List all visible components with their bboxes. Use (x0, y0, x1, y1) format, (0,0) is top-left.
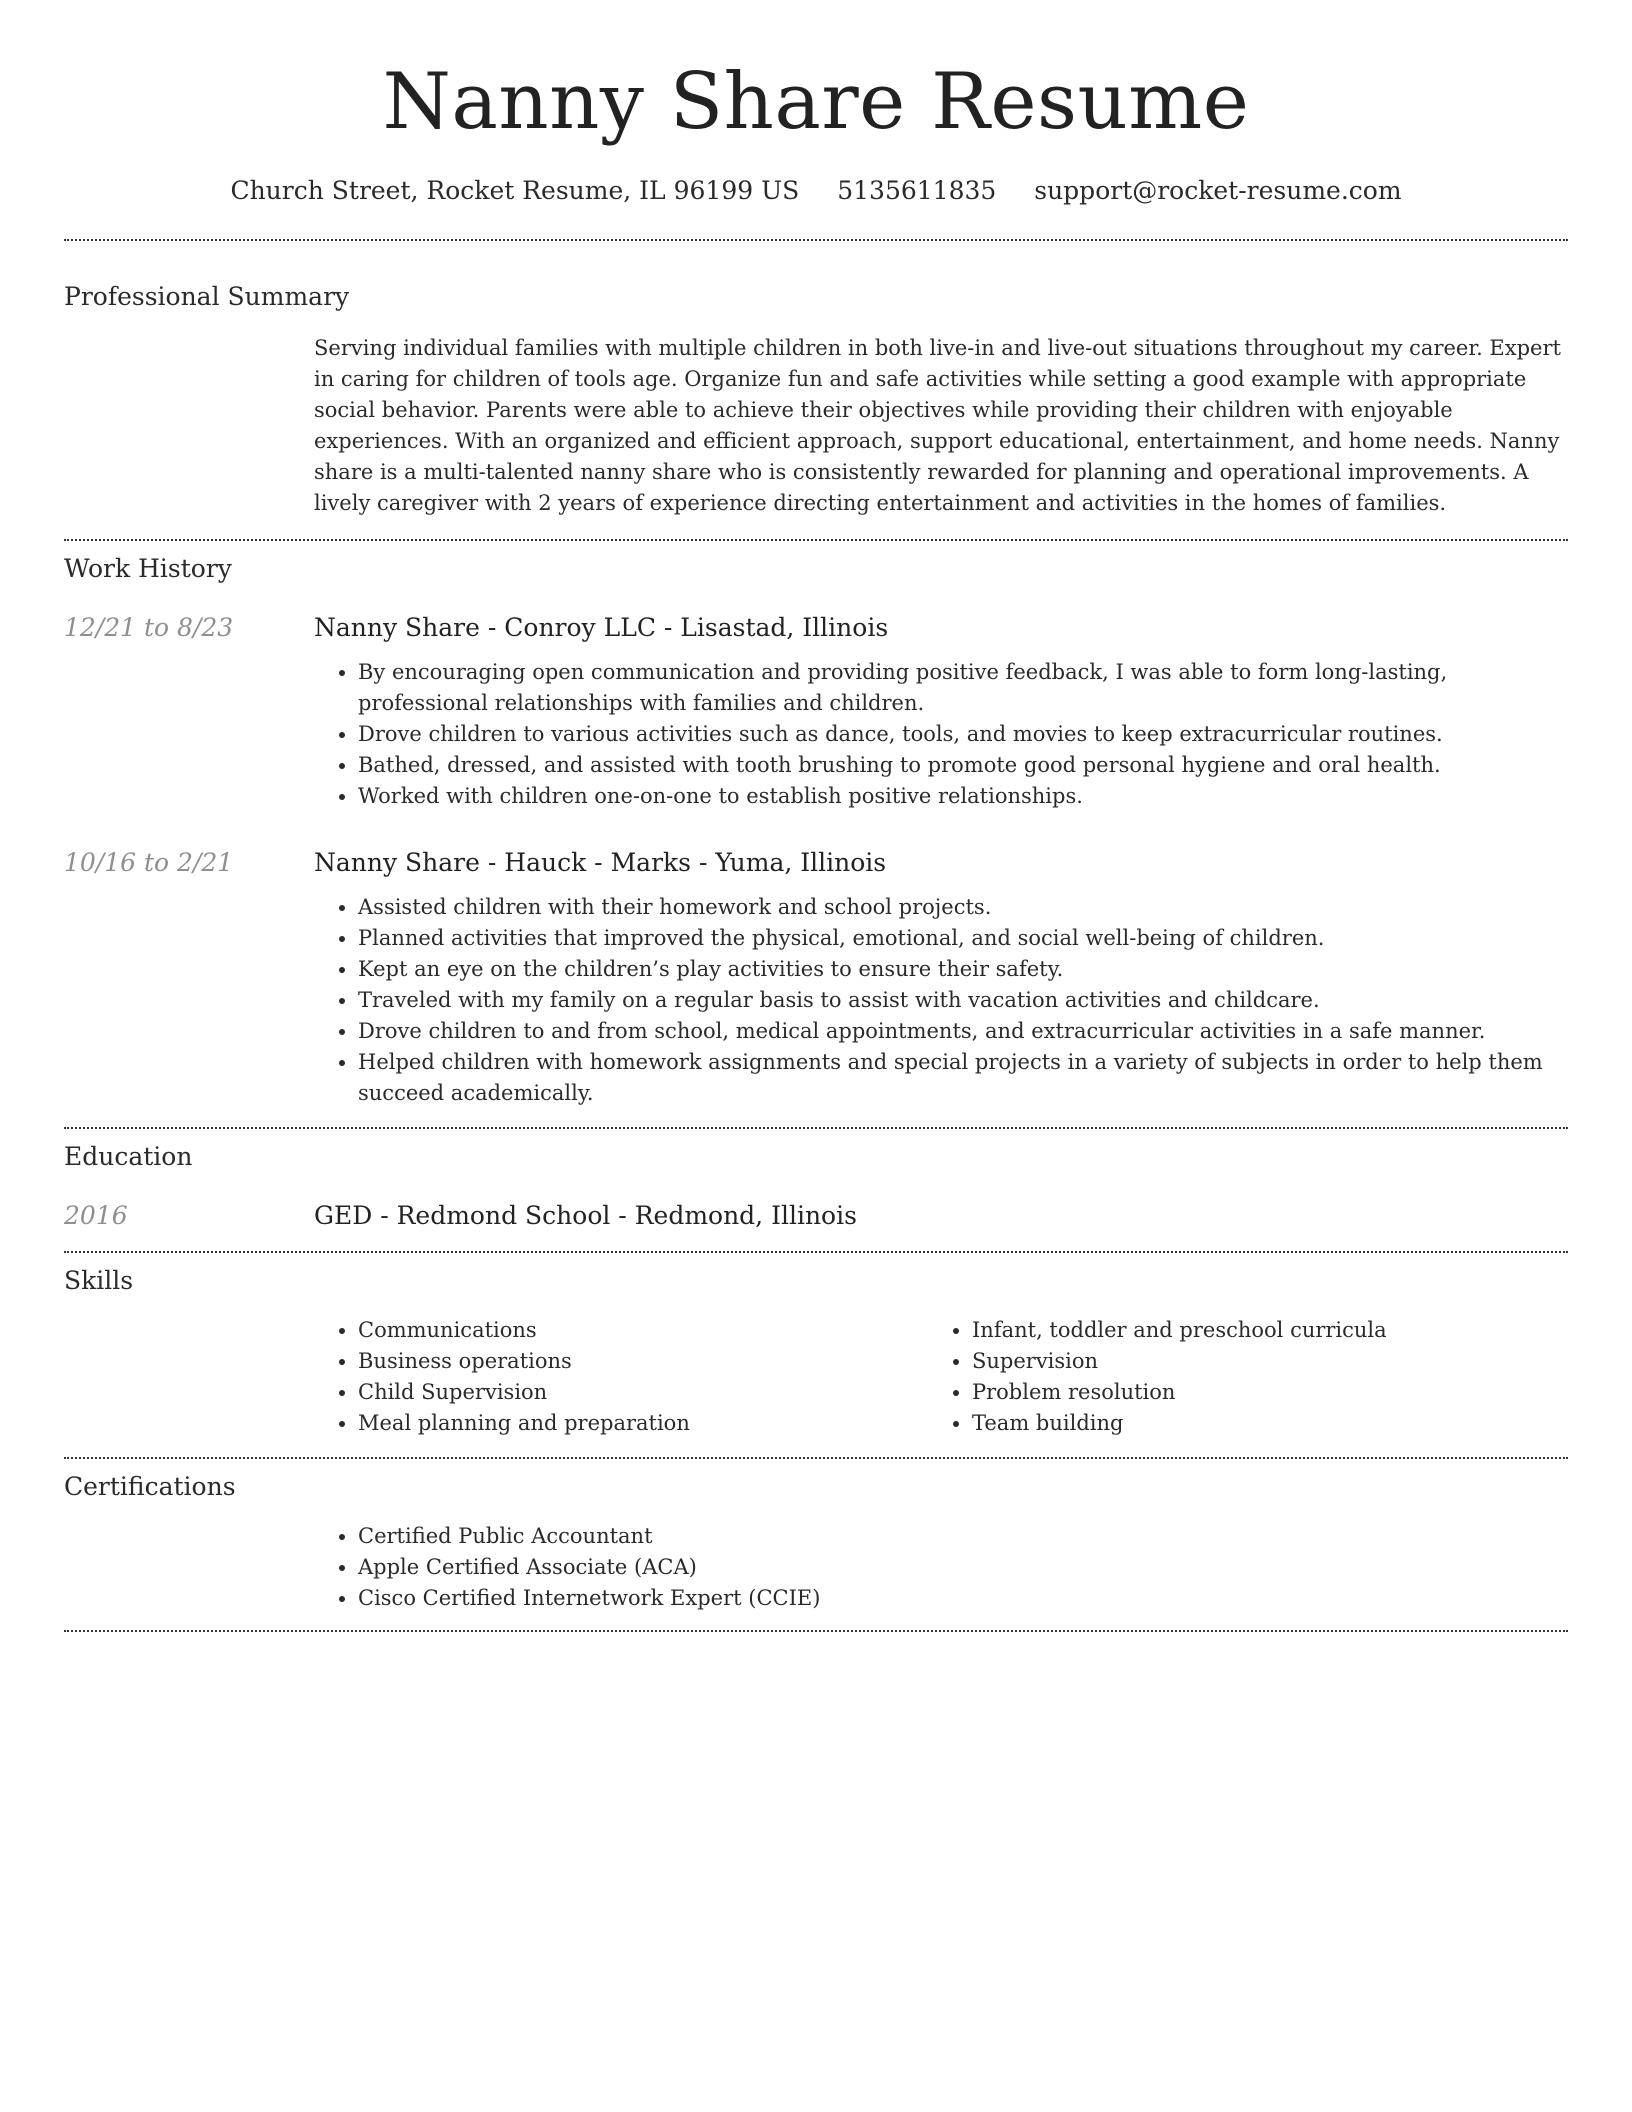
list-item: • Bathed, dressed, and assisted with tooth brushing to promote good personal hygiene and oral health. (358, 750, 1568, 781)
job-dates: 12/21 to 8/23 (64, 613, 234, 642)
divider (64, 1127, 1568, 1129)
divider (64, 1251, 1568, 1253)
education-date: 2016 (64, 1201, 128, 1230)
work-history-section (64, 553, 1568, 1109)
job-bullets (314, 892, 1568, 1109)
contact-line (64, 174, 1568, 208)
list-item: • Certified Public Accountant (358, 1521, 1568, 1552)
list-item: • Infant, toddler and preschool curricula (972, 1315, 1542, 1346)
list-item: • Communications (358, 1315, 928, 1346)
skills-title: Skills (64, 1266, 134, 1295)
divider (64, 539, 1568, 541)
list-item: • Kept an eye on the children’s play activities to ensure their safety. (358, 954, 1568, 985)
skills-columns (314, 1315, 1568, 1439)
list-item: • Helped children with homework assignments and special projects in a variety of subjects in order to help them succeed academically. (358, 1047, 1568, 1109)
work-history-title: Work History (64, 554, 232, 583)
job-entry (64, 846, 1568, 880)
skills-list-right (928, 1315, 1542, 1439)
list-item: • Drove children to and from school, medical appointments, and extracurricular activities in a safe manner. (358, 1016, 1568, 1047)
education-title: Education (64, 1142, 193, 1171)
list-item: • Supervision (972, 1346, 1542, 1377)
contact-email: support@rocket-resume.com (1034, 176, 1402, 205)
education-heading: GED - Redmond School - Redmond, Illinois (314, 1201, 857, 1230)
skills-section (64, 1265, 1568, 1439)
job-heading: Nanny Share - Conroy LLC - Lisastad, Illinois (314, 613, 889, 642)
list-item: • Assisted children with their homework and school projects. (358, 892, 1568, 923)
list-item: • Drove children to various activities such as dance, tools, and movies to keep extracurricular routines. (358, 719, 1568, 750)
list-item: • Planned activities that improved the physical, emotional, and social well-being of children. (358, 923, 1568, 954)
list-item: • Cisco Certified Internetwork Expert (CCIE) (358, 1583, 1568, 1614)
list-item: • Apple Certified Associate (ACA) (358, 1552, 1568, 1583)
certifications-list (314, 1521, 1568, 1614)
list-item: • Business operations (358, 1346, 928, 1377)
list-item: • Meal planning and preparation (358, 1408, 928, 1439)
summary-section (64, 281, 1568, 519)
list-item: • Team building (972, 1408, 1542, 1439)
divider (64, 1457, 1568, 1459)
resume-name: Nanny Share Resume (382, 57, 1250, 147)
job-entry (64, 611, 1568, 645)
summary-title: Professional Summary (64, 282, 350, 311)
summary-text: Serving individual families with multiple children in both live-in and live-out situations throughout my career. Expert in caring for children of tools age. Organize fun and safe activities while setting a good example with appropriate social behavior. Parents were able to achieve their objectives while providing their children with enjoyable experiences. With an organized and efficient approach, support educational, entertainment, and home needs. Nanny share is a multi-talented nanny share who is consistently rewarded for planning and operational improvements. A lively caregiver with 2 years of experience directing entertainment and activities in the homes of families. (314, 336, 1561, 515)
list-item: • By encouraging open communication and providing positive feedback, I was able to form long-lasting, professional relationships with families and children. (358, 657, 1568, 719)
job-heading: Nanny Share - Hauck - Marks - Yuma, Illinois (314, 848, 887, 877)
education-entry (64, 1199, 1568, 1233)
certifications-title: Certifications (64, 1472, 236, 1501)
list-item: • Problem resolution (972, 1377, 1542, 1408)
list-item: • Child Supervision (358, 1377, 928, 1408)
resume-page (64, 0, 1568, 1632)
list-item: • Traveled with my family on a regular basis to assist with vacation activities and childcare. (358, 985, 1568, 1016)
job-bullets (314, 657, 1568, 812)
education-section (64, 1141, 1568, 1233)
certifications-section (64, 1471, 1568, 1614)
job-dates: 10/16 to 2/21 (64, 848, 234, 877)
contact-address: Church Street, Rocket Resume, IL 96199 US (230, 176, 800, 205)
contact-phone: 5135611835 (837, 176, 997, 205)
divider (64, 239, 1568, 241)
list-item: • Worked with children one-on-one to establish positive relationships. (358, 781, 1568, 812)
skills-list-left (314, 1315, 928, 1439)
divider (64, 1630, 1568, 1632)
